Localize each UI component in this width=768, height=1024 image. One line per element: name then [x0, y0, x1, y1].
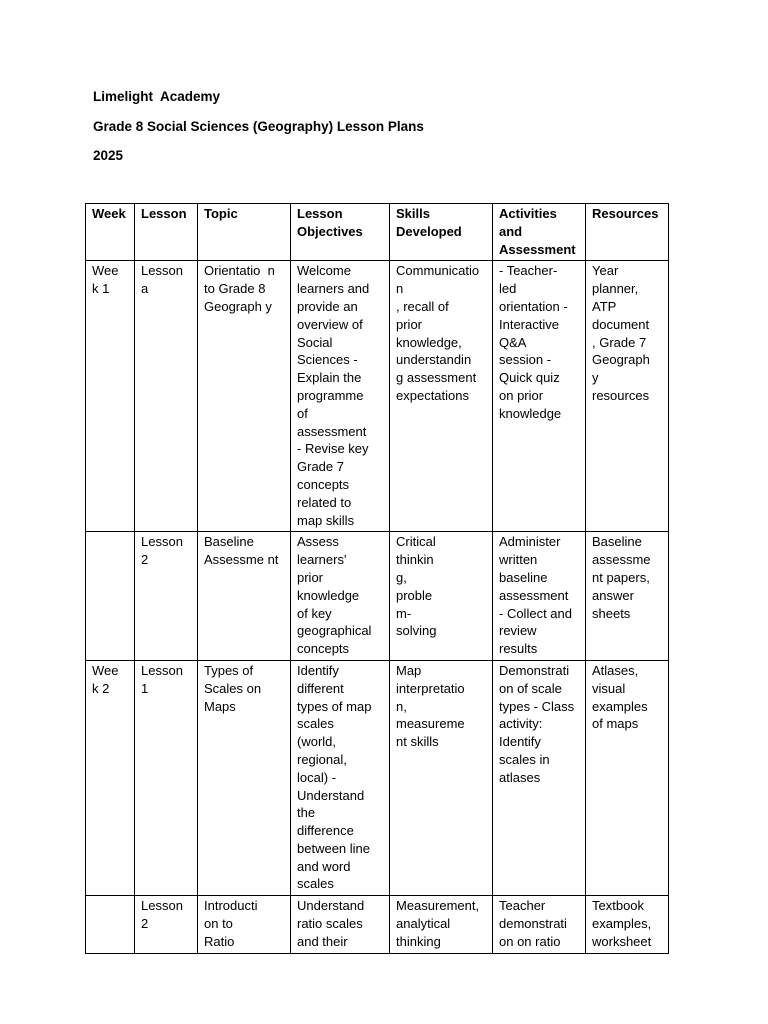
objectives-cell: Understand ratio scales and their — [291, 896, 390, 953]
activities-cell: Demonstrati on of scale types - Class activity: Identify scales in atlases — [493, 660, 586, 895]
week-cell — [86, 896, 135, 953]
skills-cell: Map interpretatio n, measureme nt skills — [390, 660, 493, 895]
column-header-lesson: Lesson — [135, 204, 198, 261]
lesson-cell: Lesson 1 — [135, 660, 198, 895]
resources-cell: Baseline assessme nt papers, answer sheets — [586, 532, 669, 661]
skills-cell: Communicatio n , recall of prior knowledge, understandin g assessment expectations — [390, 261, 493, 532]
table-row — [86, 532, 669, 661]
column-header-skills: Skills Developed — [390, 204, 493, 261]
document-year: 2025 — [93, 148, 124, 163]
activities-cell: - Teacher- led orientation - Interactive Q&A session - Quick quiz on prior knowledge — [493, 261, 586, 532]
skills-cell: Measurement, analytical thinking — [390, 896, 493, 953]
document-title: Grade 8 Social Sciences (Geography) Lesson Plans — [93, 119, 424, 134]
resources-cell: Year planner, ATP document , Grade 7 Geograph y resources — [586, 261, 669, 532]
column-header-resources: Resources — [586, 204, 669, 261]
objectives-cell: Assess learners' prior knowledge of key geographical concepts — [291, 532, 390, 661]
activities-cell: Administer written baseline assessment - Collect and review results — [493, 532, 586, 661]
week-cell: Wee k 1 — [86, 261, 135, 532]
school-name: Limelight Academy — [93, 89, 221, 104]
column-header-topic: Topic — [198, 204, 291, 261]
objectives-cell: Welcome learners and provide an overview of Social Sciences - Explain the programme of assessment - Revise key Grade 7 concepts related to map skills — [291, 261, 390, 532]
week-cell: Wee k 2 — [86, 660, 135, 895]
lesson-cell: Lesson 2 — [135, 896, 198, 953]
table-header-row — [86, 204, 669, 261]
objectives-cell: Identify different types of map scales (world, regional, local) - Understand the difference between line and word scales — [291, 660, 390, 895]
week-cell — [86, 532, 135, 661]
table-row — [86, 261, 669, 532]
skills-cell: Critical thinkin g, proble m- solving — [390, 532, 493, 661]
column-header-week: Week — [86, 204, 135, 261]
topic-cell: Introducti on to Ratio — [198, 896, 291, 953]
lesson-plan-table — [85, 203, 669, 954]
topic-cell: Types of Scales on Maps — [198, 660, 291, 895]
table-row — [86, 660, 669, 895]
resources-cell: Atlases, visual examples of maps — [586, 660, 669, 895]
lesson-cell: Lesson 2 — [135, 532, 198, 661]
activities-cell: Teacher demonstrati on on ratio — [493, 896, 586, 953]
column-header-objectives: Lesson Objectives — [291, 204, 390, 261]
topic-cell: Orientatio n to Grade 8 Geograph y — [198, 261, 291, 532]
topic-cell: Baseline Assessme nt — [198, 532, 291, 661]
lesson-cell: Lesson a — [135, 261, 198, 532]
table-row — [86, 896, 669, 953]
column-header-activities: Activities and Assessment — [493, 204, 586, 261]
resources-cell: Textbook examples, worksheet — [586, 896, 669, 953]
